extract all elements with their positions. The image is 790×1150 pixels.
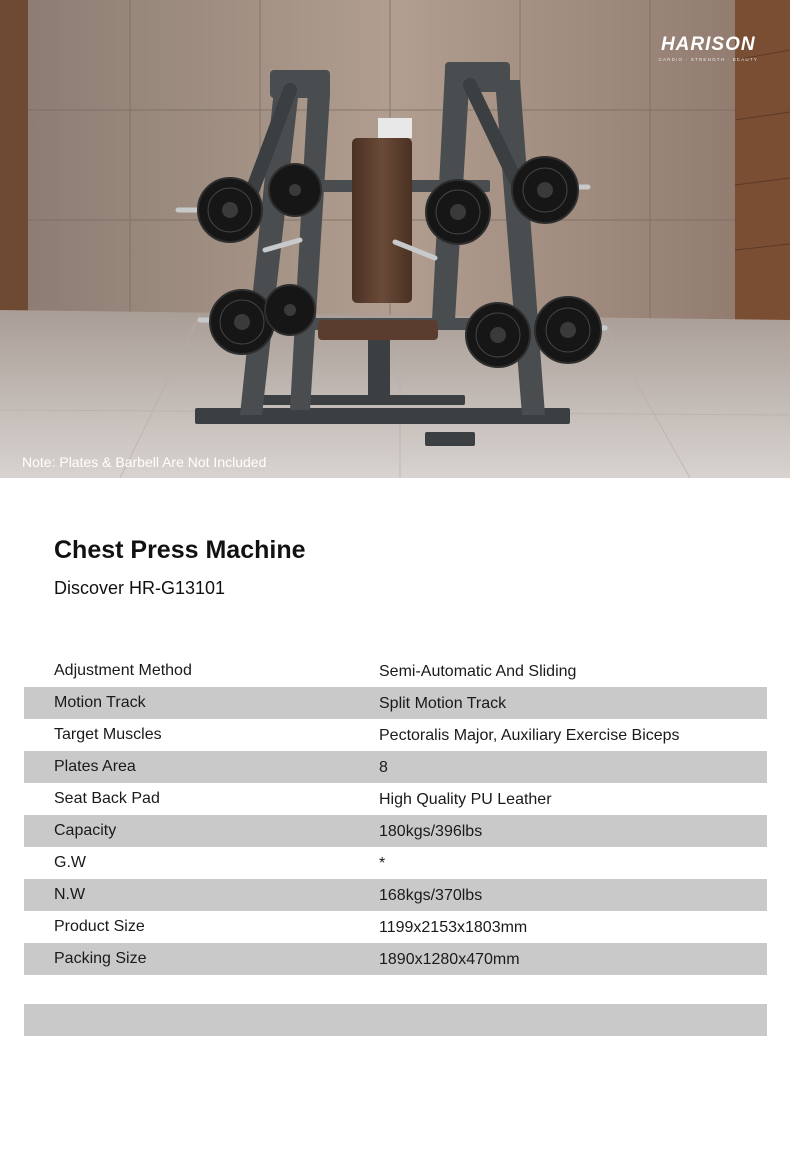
- spec-table: [24, 655, 767, 975]
- chest-press-illustration: [0, 0, 790, 478]
- logo-tagline: CARDIO · STRENGTH · BEAUTY: [658, 57, 758, 62]
- plates-disclaimer-note: Note: Plates & Barbell Are Not Included: [22, 454, 267, 470]
- spec-label: Plates Area: [54, 758, 136, 775]
- spec-label: Capacity: [54, 822, 117, 839]
- spec-value: Semi-Automatic And Sliding: [379, 663, 577, 680]
- spec-row-motion-track: [24, 687, 767, 719]
- spec-label: Motion Track: [54, 694, 146, 711]
- spec-row-adjustment-method: [24, 655, 767, 687]
- spec-label: Seat Back Pad: [54, 790, 160, 807]
- spec-value: *: [379, 855, 386, 872]
- spec-value: 8: [379, 759, 388, 776]
- product-hero-image: [0, 0, 790, 478]
- spec-row-target-muscles: [24, 719, 767, 751]
- product-title: Chest Press Machine: [54, 536, 306, 564]
- spec-value: 180kgs/396lbs: [379, 823, 483, 840]
- spec-row-seat-back-pad: [24, 783, 767, 815]
- empty-spec-bar: [24, 1004, 767, 1036]
- spec-row-plates-area: [24, 751, 767, 783]
- spec-value: Pectoralis Major, Auxiliary Exercise Biceps: [379, 727, 680, 744]
- logo-wordmark: HARISON: [660, 34, 756, 55]
- product-model: Discover HR-G13101: [54, 578, 226, 598]
- spec-row-packing-size: [24, 943, 767, 975]
- spec-label: Product Size: [54, 918, 145, 935]
- spec-value: 168kgs/370lbs: [379, 887, 483, 904]
- spec-value: Split Motion Track: [379, 695, 507, 712]
- spec-label: Adjustment Method: [54, 662, 192, 679]
- brand-logo: [659, 34, 758, 62]
- spec-value: 1199x2153x1803mm: [379, 919, 528, 936]
- spec-row-product-size: [24, 911, 767, 943]
- spec-row-gross-weight: [24, 847, 767, 879]
- spec-row-capacity: [24, 815, 767, 847]
- spec-label: N.W: [54, 886, 86, 903]
- spec-value: 1890x1280x470mm: [379, 951, 520, 968]
- spec-row-net-weight: [24, 879, 767, 911]
- spec-label: Packing Size: [54, 950, 147, 967]
- spec-label: G.W: [54, 854, 86, 871]
- spec-label: Target Muscles: [54, 726, 162, 743]
- spec-value: High Quality PU Leather: [379, 791, 552, 808]
